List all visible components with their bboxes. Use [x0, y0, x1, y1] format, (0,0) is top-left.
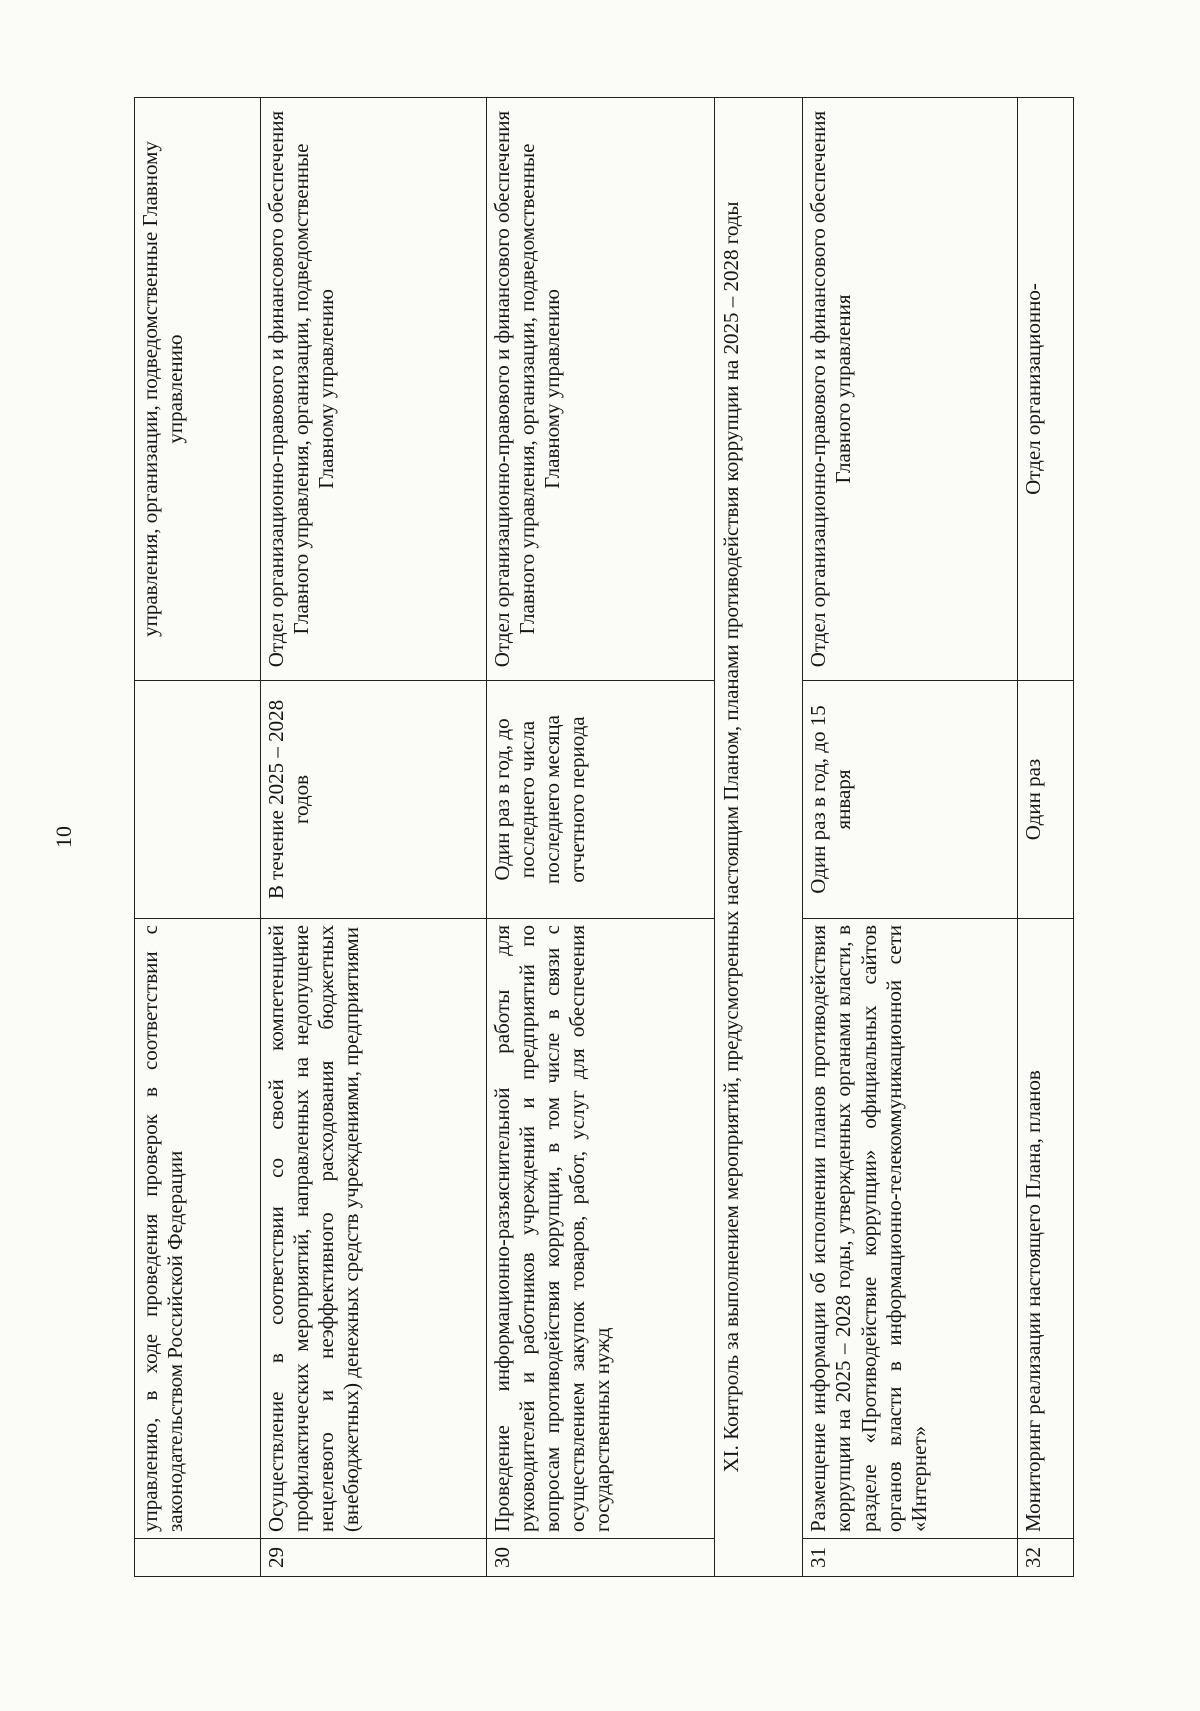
row-responsible: Отдел организационно- [1018, 98, 1074, 681]
row-description: Мониторинг реализации настоящего Плана, планов [1018, 919, 1074, 1539]
row-number: 31 [803, 1539, 1018, 1577]
page-number: 10 [51, 826, 76, 848]
row-term: Один раз [1018, 681, 1074, 919]
row-number: 29 [260, 1539, 486, 1577]
row-description: Осуществление в соответствии со своей компетенцией профилактических мероприятий, направленных на недопущение нецелевого и неэффективного расходования бюджетных (внебюджетных) денежных средств учреждениями, предприятиями [260, 919, 486, 1539]
section-row [714, 98, 802, 1577]
row-responsible: Отдел организационно-правового и финансового обеспечения Главного управления, организации, подведомственные Главному управлению [260, 98, 486, 681]
section-title: XI. Контроль за выполнением мероприятий, предусмотренных настоящим Планом, планами противодействия коррупции на 2025 – 2028 годы [714, 98, 802, 1577]
row-number: 30 [486, 1539, 714, 1577]
table-row [135, 98, 261, 1577]
row-term: Один раз в год, до последнего числа последнего месяца отчетного периода [486, 681, 714, 919]
anti-corruption-plan-table [134, 97, 1074, 1577]
table-row [803, 98, 1018, 1577]
row-responsible: управления, организации, подведомственные Главному управлению [135, 98, 261, 681]
table-row [260, 98, 486, 1577]
table-row [1018, 98, 1074, 1577]
row-number: 32 [1018, 1539, 1074, 1577]
row-description: управлению, в ходе проведения проверок в соответствии с законодательством Российской Федерации [135, 919, 261, 1539]
row-term [135, 681, 261, 919]
row-number [135, 1539, 261, 1577]
row-description: Размещение информации об исполнении планов противодействия коррупции на 2025 – 2028 годы, утвержденных органами власти, в разделе «Противодействие коррупции» официальных сайтов органов власти в информационно-телекоммуникационной сети «Интернет» [803, 919, 1018, 1539]
table-row [486, 98, 714, 1577]
row-term: В течение 2025 – 2028 годов [260, 681, 486, 919]
row-responsible: Отдел организационно-правового и финансового обеспечения Главного управления, организации, подведомственные Главному управлению [486, 98, 714, 681]
row-responsible: Отдел организационно-правового и финансового обеспечения Главного управления [803, 98, 1018, 681]
document-table-rotated [134, 97, 1074, 1577]
row-term: Один раз в год, до 15 января [803, 681, 1018, 919]
row-description: Проведение информационно-разъяснительной работы для руководителей и работников учреждений и предприятий по вопросам противодействия коррупции, в том числе в связи с осуществлением закупок товаров, работ, услуг для обеспечения государственных нужд [486, 919, 714, 1539]
